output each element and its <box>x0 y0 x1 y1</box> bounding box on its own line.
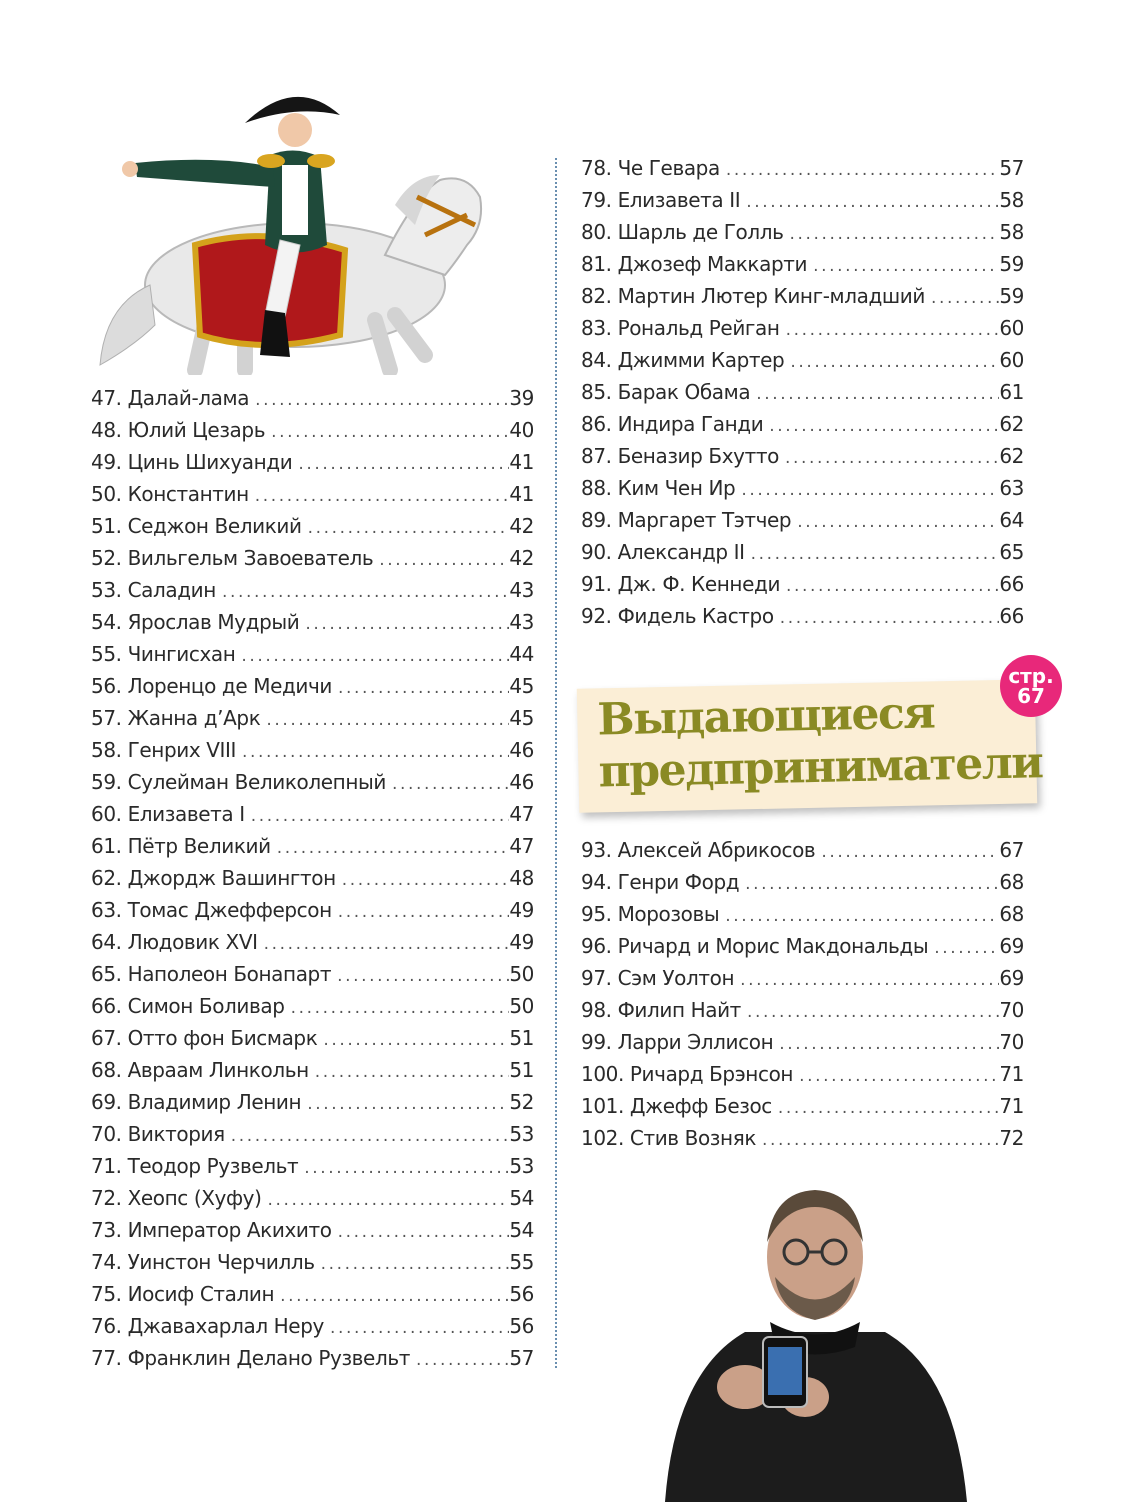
toc-entry-title: 70. Виктория <box>91 1122 225 1146</box>
toc-dot-leader <box>769 410 999 442</box>
toc-entry-title: 49. Цинь Шихуанди <box>91 450 293 474</box>
toc-entry-page-number: 68 <box>999 902 1024 926</box>
toc-dot-leader <box>747 996 999 1028</box>
toc-dot-leader <box>251 800 510 832</box>
toc-entry-page-number: 46 <box>509 738 534 762</box>
toc-dot-leader <box>751 538 1000 570</box>
toc-right-top-entry <box>581 344 1024 376</box>
toc-entry-page-number: 46 <box>509 770 534 794</box>
toc-entry-page-number: 53 <box>509 1154 534 1178</box>
toc-right-top-entry <box>581 184 1024 216</box>
toc-entry-title: 76. Джавахарлал Неру <box>91 1314 324 1338</box>
toc-entry-page-number: 47 <box>509 802 534 826</box>
toc-dot-leader <box>779 1028 999 1060</box>
toc-entry-title: 73. Император Акихито <box>91 1218 332 1242</box>
toc-right-top-entry <box>581 504 1024 536</box>
toc-entry-title: 53. Саладин <box>91 578 216 602</box>
toc-entry-title: 58. Генрих VIII <box>91 738 237 762</box>
toc-entry-title: 61. Пётр Великий <box>91 834 271 858</box>
toc-entry-title: 100. Ричард Брэнсон <box>581 1062 794 1086</box>
toc-entry-page-number: 56 <box>509 1282 534 1306</box>
toc-dot-leader <box>813 250 999 282</box>
toc-entry-title: 67. Отто фон Бисмарк <box>91 1026 318 1050</box>
toc-entry-page-number: 71 <box>999 1094 1024 1118</box>
toc-entry-page-number: 47 <box>509 834 534 858</box>
toc-entry-title: 65. Наполеон Бонапарт <box>91 962 332 986</box>
toc-dot-leader <box>756 378 999 410</box>
toc-entry-title: 68. Авраам Линкольн <box>91 1058 309 1082</box>
toc-dot-leader <box>305 608 509 640</box>
toc-right-top-entry <box>581 376 1024 408</box>
toc-entry-title: 92. Фидель Кастро <box>581 604 774 628</box>
toc-entry-page-number: 48 <box>509 866 534 890</box>
toc-right-top-entry <box>581 408 1024 440</box>
toc-entry-title: 95. Морозовы <box>581 902 720 926</box>
toc-dot-leader <box>307 1088 509 1120</box>
toc-dot-leader <box>725 900 999 932</box>
toc-entry-title: 94. Генри Форд <box>581 870 740 894</box>
toc-right-bottom-entry <box>581 1090 1024 1122</box>
toc-right-bottom-entry <box>581 1026 1024 1058</box>
toc-entry-page-number: 72 <box>999 1126 1024 1150</box>
toc-left-entry <box>91 702 534 734</box>
toc-left-entry <box>91 1278 534 1310</box>
toc-left-entry <box>91 830 534 862</box>
toc-entry-title: 71. Теодор Рузвельт <box>91 1154 299 1178</box>
toc-left-entry <box>91 670 534 702</box>
toc-left-entry <box>91 958 534 990</box>
toc-dot-leader <box>416 1344 509 1376</box>
toc-entry-page-number: 54 <box>509 1186 534 1210</box>
toc-right-top-entry <box>581 312 1024 344</box>
toc-entry-page-number: 45 <box>509 674 534 698</box>
toc-entry-title: 79. Елизавета II <box>581 188 741 212</box>
toc-entry-title: 75. Иосиф Сталин <box>91 1282 275 1306</box>
toc-entry-page-number: 58 <box>999 188 1024 212</box>
toc-right-top-entry <box>581 152 1024 184</box>
toc-left-entry <box>91 1214 534 1246</box>
toc-left-entry <box>91 766 534 798</box>
toc-right-top-entry <box>581 600 1024 632</box>
toc-entry-title: 80. Шарль де Голль <box>581 220 784 244</box>
toc-entry-title: 86. Индира Ганди <box>581 412 764 436</box>
toc-right-bottom-entry <box>581 994 1024 1026</box>
businessman-photo <box>655 1172 975 1502</box>
toc-entry-page-number: 55 <box>509 1250 534 1274</box>
toc-entry-page-number: 51 <box>509 1026 534 1050</box>
toc-entry-title: 82. Мартин Лютер Кинг-младший <box>581 284 925 308</box>
toc-entry-page-number: 57 <box>509 1346 534 1370</box>
toc-entry-page-number: 57 <box>999 156 1024 180</box>
toc-dot-leader <box>222 576 509 608</box>
toc-dot-leader <box>280 1280 509 1312</box>
toc-entry-title: 85. Барак Обама <box>581 380 751 404</box>
toc-dot-leader <box>337 960 509 992</box>
toc-entry-page-number: 62 <box>999 444 1024 468</box>
toc-dot-leader <box>338 896 510 928</box>
toc-right-bottom-entry <box>581 930 1024 962</box>
toc-dot-leader <box>271 416 509 448</box>
toc-right-top-entry <box>581 248 1024 280</box>
toc-right-bottom-entry <box>581 898 1024 930</box>
page-badge-label: стр. <box>1008 664 1054 688</box>
toc-dot-leader <box>780 602 1000 634</box>
toc-entry-title: 54. Ярослав Мудрый <box>91 610 300 634</box>
toc-entry-title: 63. Томас Джефферсон <box>91 898 332 922</box>
toc-dot-leader <box>277 832 510 864</box>
toc-right-bottom-entry <box>581 1122 1024 1154</box>
toc-entry-page-number: 49 <box>509 898 534 922</box>
toc-entry-page-number: 43 <box>509 578 534 602</box>
page-badge <box>1000 655 1062 717</box>
toc-entry-page-number: 67 <box>999 838 1024 862</box>
toc-dot-leader <box>264 928 510 960</box>
toc-right-bottom-entry <box>581 962 1024 994</box>
toc-right-bottom-entry <box>581 866 1024 898</box>
toc-left-entry <box>91 798 534 830</box>
toc-left-entry <box>91 1246 534 1278</box>
toc-entry-page-number: 66 <box>999 604 1024 628</box>
toc-entry-page-number: 42 <box>509 546 534 570</box>
toc-entry-page-number: 69 <box>999 966 1024 990</box>
toc-dot-leader <box>790 218 1000 250</box>
toc-dot-leader <box>785 442 999 474</box>
toc-list-right-bottom <box>581 834 1024 1154</box>
toc-entry-title: 57. Жанна д’Арк <box>91 706 261 730</box>
toc-left-entry <box>91 542 534 574</box>
toc-dot-leader <box>241 640 509 672</box>
toc-left-entry <box>91 1022 534 1054</box>
toc-left-entry <box>91 862 534 894</box>
toc-entry-page-number: 42 <box>509 514 534 538</box>
toc-entry-page-number: 60 <box>999 348 1024 372</box>
toc-dot-leader <box>934 932 999 964</box>
toc-dot-leader <box>726 154 1000 186</box>
toc-entry-page-number: 54 <box>509 1218 534 1242</box>
toc-entry-title: 64. Людовик XVI <box>91 930 258 954</box>
toc-entry-title: 52. Вильгельм Завоеватель <box>91 546 374 570</box>
toc-dot-leader <box>255 384 509 416</box>
toc-left-entry <box>91 926 534 958</box>
toc-entry-title: 50. Константин <box>91 482 249 506</box>
toc-dot-leader <box>330 1312 509 1344</box>
toc-dot-leader <box>746 186 999 218</box>
toc-dot-leader <box>338 1216 510 1248</box>
toc-entry-page-number: 59 <box>999 284 1024 308</box>
toc-dot-leader <box>799 1060 999 1092</box>
toc-entry-title: 74. Уинстон Черчилль <box>91 1250 315 1274</box>
toc-left-entry <box>91 1182 534 1214</box>
toc-left-entry <box>91 1150 534 1182</box>
toc-entry-page-number: 45 <box>509 706 534 730</box>
toc-list-left <box>91 382 534 1374</box>
toc-entry-page-number: 39 <box>509 386 534 410</box>
toc-entry-title: 66. Симон Боливар <box>91 994 285 1018</box>
toc-dot-leader <box>291 992 510 1024</box>
toc-entry-page-number: 60 <box>999 316 1024 340</box>
toc-left-entry <box>91 1086 534 1118</box>
toc-left-entry <box>91 382 534 414</box>
toc-dot-leader <box>323 1024 509 1056</box>
toc-right-bottom-entry <box>581 834 1024 866</box>
toc-entry-page-number: 43 <box>509 610 534 634</box>
toc-entry-page-number: 40 <box>509 418 534 442</box>
toc-dot-leader <box>797 506 999 538</box>
toc-entry-title: 72. Хеопс (Хуфу) <box>91 1186 262 1210</box>
toc-entry-page-number: 65 <box>999 540 1024 564</box>
toc-entry-title: 84. Джимми Картер <box>581 348 785 372</box>
toc-left-entry <box>91 510 534 542</box>
toc-entry-page-number: 41 <box>509 450 534 474</box>
toc-left-entry <box>91 638 534 670</box>
toc-entry-title: 98. Филип Найт <box>581 998 741 1022</box>
toc-right-top-entry <box>581 536 1024 568</box>
toc-right-top-entry <box>581 280 1024 312</box>
toc-left-entry <box>91 1310 534 1342</box>
toc-left-entry <box>91 478 534 510</box>
toc-entry-title: 102. Стив Возняк <box>581 1126 757 1150</box>
toc-dot-leader <box>342 864 510 896</box>
toc-dot-leader <box>931 282 999 314</box>
toc-entry-title: 60. Елизавета I <box>91 802 245 826</box>
toc-entry-title: 97. Сэм Уолтон <box>581 966 735 990</box>
toc-dot-leader <box>392 768 509 800</box>
toc-entry-title: 91. Дж. Ф. Кеннеди <box>581 572 781 596</box>
toc-entry-title: 93. Алексей Абрикосов <box>581 838 816 862</box>
toc-entry-page-number: 64 <box>999 508 1024 532</box>
toc-entry-page-number: 70 <box>999 998 1024 1022</box>
toc-entry-title: 69. Владимир Ленин <box>91 1090 302 1114</box>
toc-entry-title: 55. Чингисхан <box>91 642 236 666</box>
toc-left-entry <box>91 894 534 926</box>
toc-entry-page-number: 58 <box>999 220 1024 244</box>
toc-entry-title: 87. Беназир Бхутто <box>581 444 779 468</box>
toc-entry-page-number: 70 <box>999 1030 1024 1054</box>
toc-dot-leader <box>268 1184 510 1216</box>
toc-entry-page-number: 71 <box>999 1062 1024 1086</box>
toc-entry-page-number: 44 <box>509 642 534 666</box>
section-title-line2: предприниматели <box>598 737 1043 798</box>
toc-entry-title: 48. Юлий Цезарь <box>91 418 266 442</box>
toc-entry-title: 51. Седжон Великий <box>91 514 302 538</box>
toc-left-entry <box>91 1342 534 1374</box>
toc-dot-leader <box>740 964 999 996</box>
toc-dot-leader <box>266 704 509 736</box>
toc-entry-page-number: 50 <box>509 994 534 1018</box>
toc-entry-page-number: 50 <box>509 962 534 986</box>
column-divider <box>555 158 557 1368</box>
toc-entry-title: 89. Маргарет Тэтчер <box>581 508 792 532</box>
toc-entry-page-number: 53 <box>509 1122 534 1146</box>
toc-entry-page-number: 66 <box>999 572 1024 596</box>
toc-left-entry <box>91 574 534 606</box>
toc-left-entry <box>91 414 534 446</box>
toc-left-entry <box>91 446 534 478</box>
toc-right-top-entry <box>581 472 1024 504</box>
toc-left-entry <box>91 734 534 766</box>
toc-entry-page-number: 41 <box>509 482 534 506</box>
toc-dot-leader <box>242 736 509 768</box>
toc-dot-leader <box>321 1248 510 1280</box>
toc-left-entry <box>91 1054 534 1086</box>
toc-entry-title: 96. Ричард и Морис Макдональды <box>581 934 929 958</box>
page-badge-number: 67 <box>1017 684 1045 708</box>
toc-entry-title: 59. Сулейман Великолепный <box>91 770 386 794</box>
toc-left-entry <box>91 1118 534 1150</box>
toc-entry-title: 81. Джозеф Маккарти <box>581 252 808 276</box>
toc-dot-leader <box>745 868 999 900</box>
toc-entry-page-number: 62 <box>999 412 1024 436</box>
toc-entry-page-number: 49 <box>509 930 534 954</box>
toc-entry-title: 90. Александр II <box>581 540 745 564</box>
toc-dot-leader <box>255 480 510 512</box>
toc-entry-page-number: 68 <box>999 870 1024 894</box>
toc-dot-leader <box>308 512 510 544</box>
toc-list-right-top <box>581 152 1024 632</box>
toc-entry-title: 77. Франклин Делано Рузвельт <box>91 1346 410 1370</box>
toc-dot-leader <box>304 1152 509 1184</box>
toc-left-entry <box>91 990 534 1022</box>
toc-entry-title: 56. Лоренцо де Медичи <box>91 674 333 698</box>
toc-entry-title: 78. Че Гевара <box>581 156 720 180</box>
toc-entry-page-number: 63 <box>999 476 1024 500</box>
toc-entry-page-number: 61 <box>999 380 1024 404</box>
toc-dot-leader <box>231 1120 510 1152</box>
toc-right-top-entry <box>581 440 1024 472</box>
toc-dot-leader <box>315 1056 510 1088</box>
toc-entry-title: 47. Далай-лама <box>91 386 250 410</box>
toc-entry-page-number: 69 <box>999 934 1024 958</box>
toc-right-bottom-entry <box>581 1058 1024 1090</box>
toc-entry-page-number: 56 <box>509 1314 534 1338</box>
toc-dot-leader <box>778 1092 999 1124</box>
toc-entry-page-number: 52 <box>509 1090 534 1114</box>
toc-dot-leader <box>786 570 999 602</box>
napoleon-illustration <box>95 85 495 375</box>
toc-entry-title: 88. Ким Чен Ир <box>581 476 736 500</box>
toc-dot-leader <box>762 1124 999 1156</box>
toc-dot-leader <box>379 544 509 576</box>
toc-entry-title: 99. Ларри Эллисон <box>581 1030 774 1054</box>
toc-dot-leader <box>821 836 999 868</box>
toc-entry-page-number: 59 <box>999 252 1024 276</box>
toc-right-top-entry <box>581 216 1024 248</box>
section-title-line1: Выдающиеся <box>596 687 935 746</box>
toc-entry-title: 62. Джордж Вашингтон <box>91 866 336 890</box>
toc-entry-title: 101. Джефф Безос <box>581 1094 772 1118</box>
toc-right-top-entry <box>581 568 1024 600</box>
toc-dot-leader <box>741 474 999 506</box>
toc-dot-leader <box>298 448 509 480</box>
toc-dot-leader <box>790 346 999 378</box>
toc-entry-page-number: 51 <box>509 1058 534 1082</box>
toc-dot-leader <box>786 314 1000 346</box>
toc-dot-leader <box>338 672 509 704</box>
toc-left-entry <box>91 606 534 638</box>
toc-entry-title: 83. Рональд Рейган <box>581 316 780 340</box>
